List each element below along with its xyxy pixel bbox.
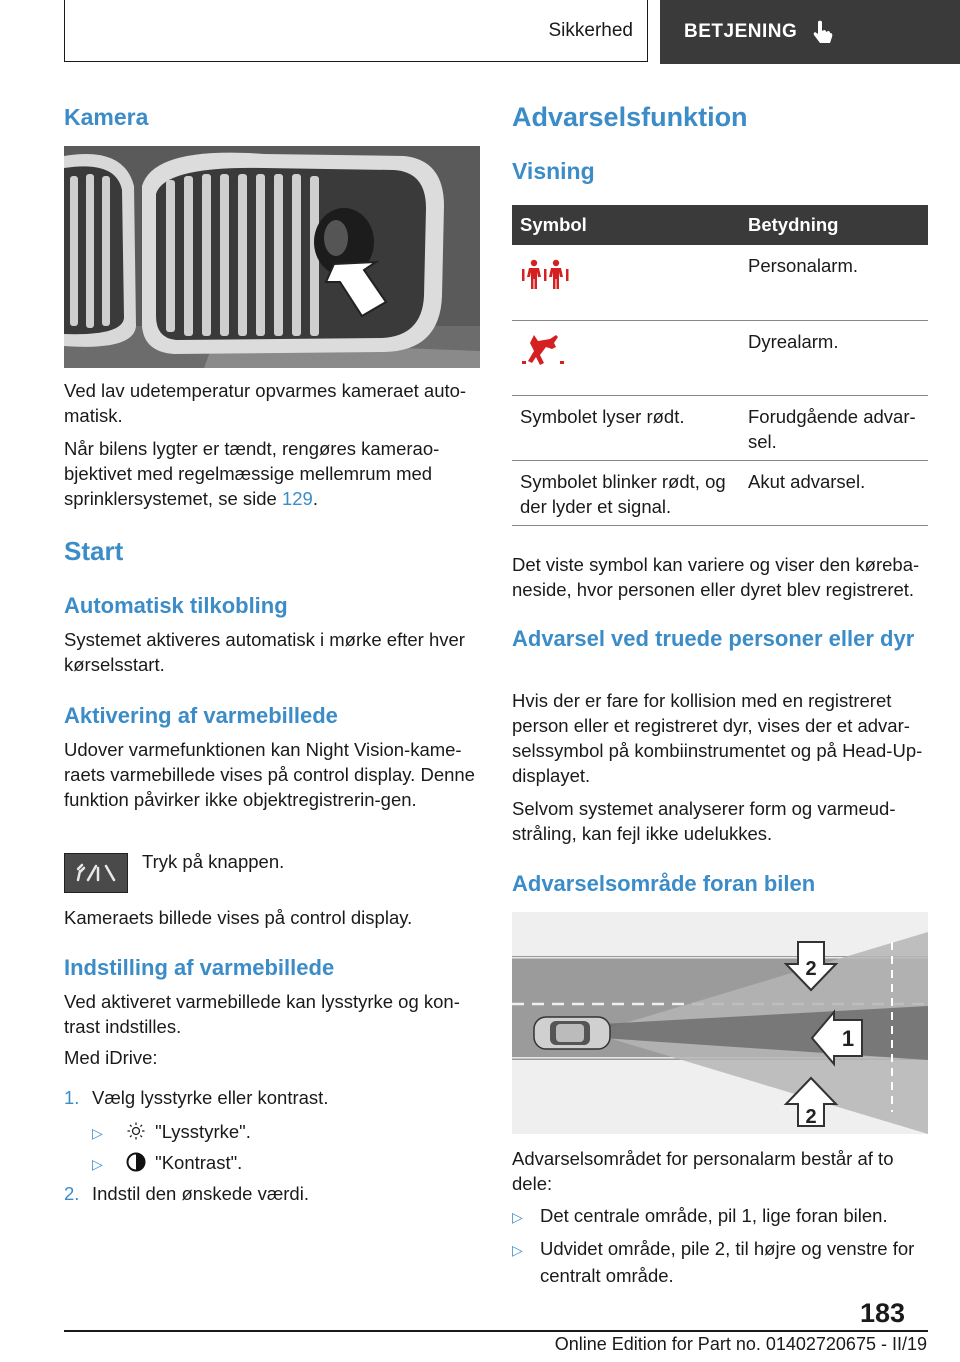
para-camera-cleaning <box>64 436 480 511</box>
list-item-1 <box>64 1085 480 1110</box>
table-row <box>512 460 928 525</box>
hand-pointer-icon <box>811 19 833 45</box>
heading-thermal-activation: Aktivering af varmebillede <box>64 703 338 728</box>
table-row <box>512 320 928 395</box>
svg-text:2: 2 <box>805 958 817 980</box>
car-top-view <box>534 1017 610 1049</box>
bullet-triangle-icon: ▷ <box>92 1156 103 1172</box>
table-cell-meaning: Forudgående advar-sel. <box>740 395 928 460</box>
table-cell-symbol <box>512 245 740 320</box>
para-warning-area-parts: Advarselsområdet for personalarm består af to dele: <box>512 1148 894 1194</box>
para-camera-image: Kameraets billede vises på control display. <box>64 907 413 928</box>
contrast-icon <box>125 1152 147 1172</box>
heading-kamera: Kamera <box>64 104 149 130</box>
page-number: 183 <box>860 1298 906 1328</box>
section-tab <box>64 0 648 62</box>
heading-auto-activation: Automatisk tilkobling <box>64 593 288 618</box>
list-text-1: Vælg lysstyrke eller kontrast. <box>92 1087 329 1108</box>
brightness-icon <box>125 1122 147 1140</box>
para-auto-activation: Systemet aktiveres automatisk i mørke efter hver kørselsstart. <box>64 629 465 675</box>
list-number-1: 1. <box>64 1087 80 1108</box>
heading-warning-area: Advarselsområde foran bilen <box>512 871 816 896</box>
para-press-button: Tryk på knappen. <box>142 851 285 872</box>
para-camera-heating: Ved lav udetemperatur opvarmes kameraet auto-matisk. <box>64 380 467 426</box>
table-cell-meaning: Akut advarsel. <box>740 460 928 525</box>
list-text-2: Indstil den ønskede værdi. <box>92 1183 309 1204</box>
sub-item-contrast-label: "Kontrast". <box>155 1152 243 1173</box>
camera-grille-illustration <box>64 146 480 368</box>
bullet-triangle-icon: ▷ <box>512 1242 523 1258</box>
para-idrive: Med iDrive: <box>64 1047 158 1068</box>
list-item-2 <box>64 1181 480 1206</box>
para-thermal-settings: Ved aktiveret varmebillede kan lysstyrke og kon-trast indstilles. <box>64 991 460 1037</box>
table-cell-symbol: Symbolet lyser rødt. <box>512 395 740 460</box>
para-camera-cleaning-end: . <box>312 488 318 509</box>
para-thermal-activation: Udover varmefunktionen kan Night Vision-kame-raets varmebillede vises på control display. Denne funktion påvirker ikke objektregistrerin-gen. <box>64 739 475 810</box>
bullet-triangle-icon: ▷ <box>512 1209 523 1225</box>
footer-edition: Online Edition for Part no. 01402720675 - II/19 <box>554 1334 927 1354</box>
footer-divider <box>64 1330 928 1332</box>
sub-item-contrast[interactable] <box>92 1150 242 1177</box>
heading-threatened: Advarsel ved truede personer eller dyr <box>512 626 915 651</box>
bullet-triangle-icon: ▷ <box>92 1125 103 1141</box>
sub-item-brightness[interactable] <box>92 1119 251 1146</box>
heading-thermal-settings: Indstilling af varmebillede <box>64 955 335 980</box>
para-symbol-varies: Det viste symbol kan variere og viser den køreba-neside, hvor personen eller dyret blev registreret. <box>512 554 920 600</box>
bullet-text-extended: Udvidet område, pile 2, til højre og venstre for centralt område. <box>540 1238 915 1286</box>
heading-display: Visning <box>512 158 595 184</box>
list-item <box>512 1203 928 1230</box>
symbol-table <box>512 205 928 526</box>
page-link-129[interactable]: 129 <box>281 488 313 509</box>
svg-text:2: 2 <box>805 1106 817 1128</box>
para-collision-warning: Hvis der er fare for kollision med en registreret person eller et registreret dyr, vises der et advar-selssymbol på kombiinstrumentet og på Head-Up-displayet. <box>512 690 923 786</box>
list-item <box>512 1236 928 1288</box>
para-camera-cleaning-text: Når bilens lygter er tændt, rengøres kamerao-bjektivet med regelmæssige mellemrum med sprinklersystemet, se side <box>64 438 440 509</box>
chapter-tab <box>660 0 960 64</box>
bullet-text-central: Det centrale område, pil 1, lige foran bilen. <box>540 1205 888 1226</box>
night-vision-icon <box>70 858 122 888</box>
heading-start: Start <box>64 536 124 566</box>
sub-item-brightness-label: "Lysstyrke". <box>155 1121 251 1142</box>
table-cell-symbol: Symbolet blinker rødt, og der lyder et signal. <box>512 460 740 525</box>
camera-grille-image <box>64 146 480 368</box>
para-analysis: Selvom systemet analyserer form og varmeud-stråling, kan fejl ikke udelukkes. <box>512 798 896 844</box>
section-title: Sikkerhed <box>548 19 633 41</box>
night-vision-button[interactable] <box>64 853 128 893</box>
warning-area-diagram <box>512 912 928 1134</box>
table-cell-symbol <box>512 320 740 395</box>
warning-area-illustration <box>512 912 928 1134</box>
table-row <box>512 245 928 320</box>
table-row <box>512 395 928 460</box>
page-header <box>64 0 960 64</box>
table-cell-meaning: Personalarm. <box>740 245 928 320</box>
chapter-title: BETJENING <box>684 21 798 42</box>
heading-warning-function: Advarselsfunktion <box>512 102 748 132</box>
animal-alarm-icon <box>520 333 566 367</box>
table-header-symbol: Symbol <box>512 205 740 245</box>
list-number-2: 2. <box>64 1183 80 1204</box>
table-cell-meaning: Dyrealarm. <box>740 320 928 395</box>
table-header-row <box>512 205 928 245</box>
svg-text:1: 1 <box>841 1026 855 1051</box>
person-alarm-icon <box>520 259 570 291</box>
table-header-meaning: Betydning <box>740 205 928 245</box>
